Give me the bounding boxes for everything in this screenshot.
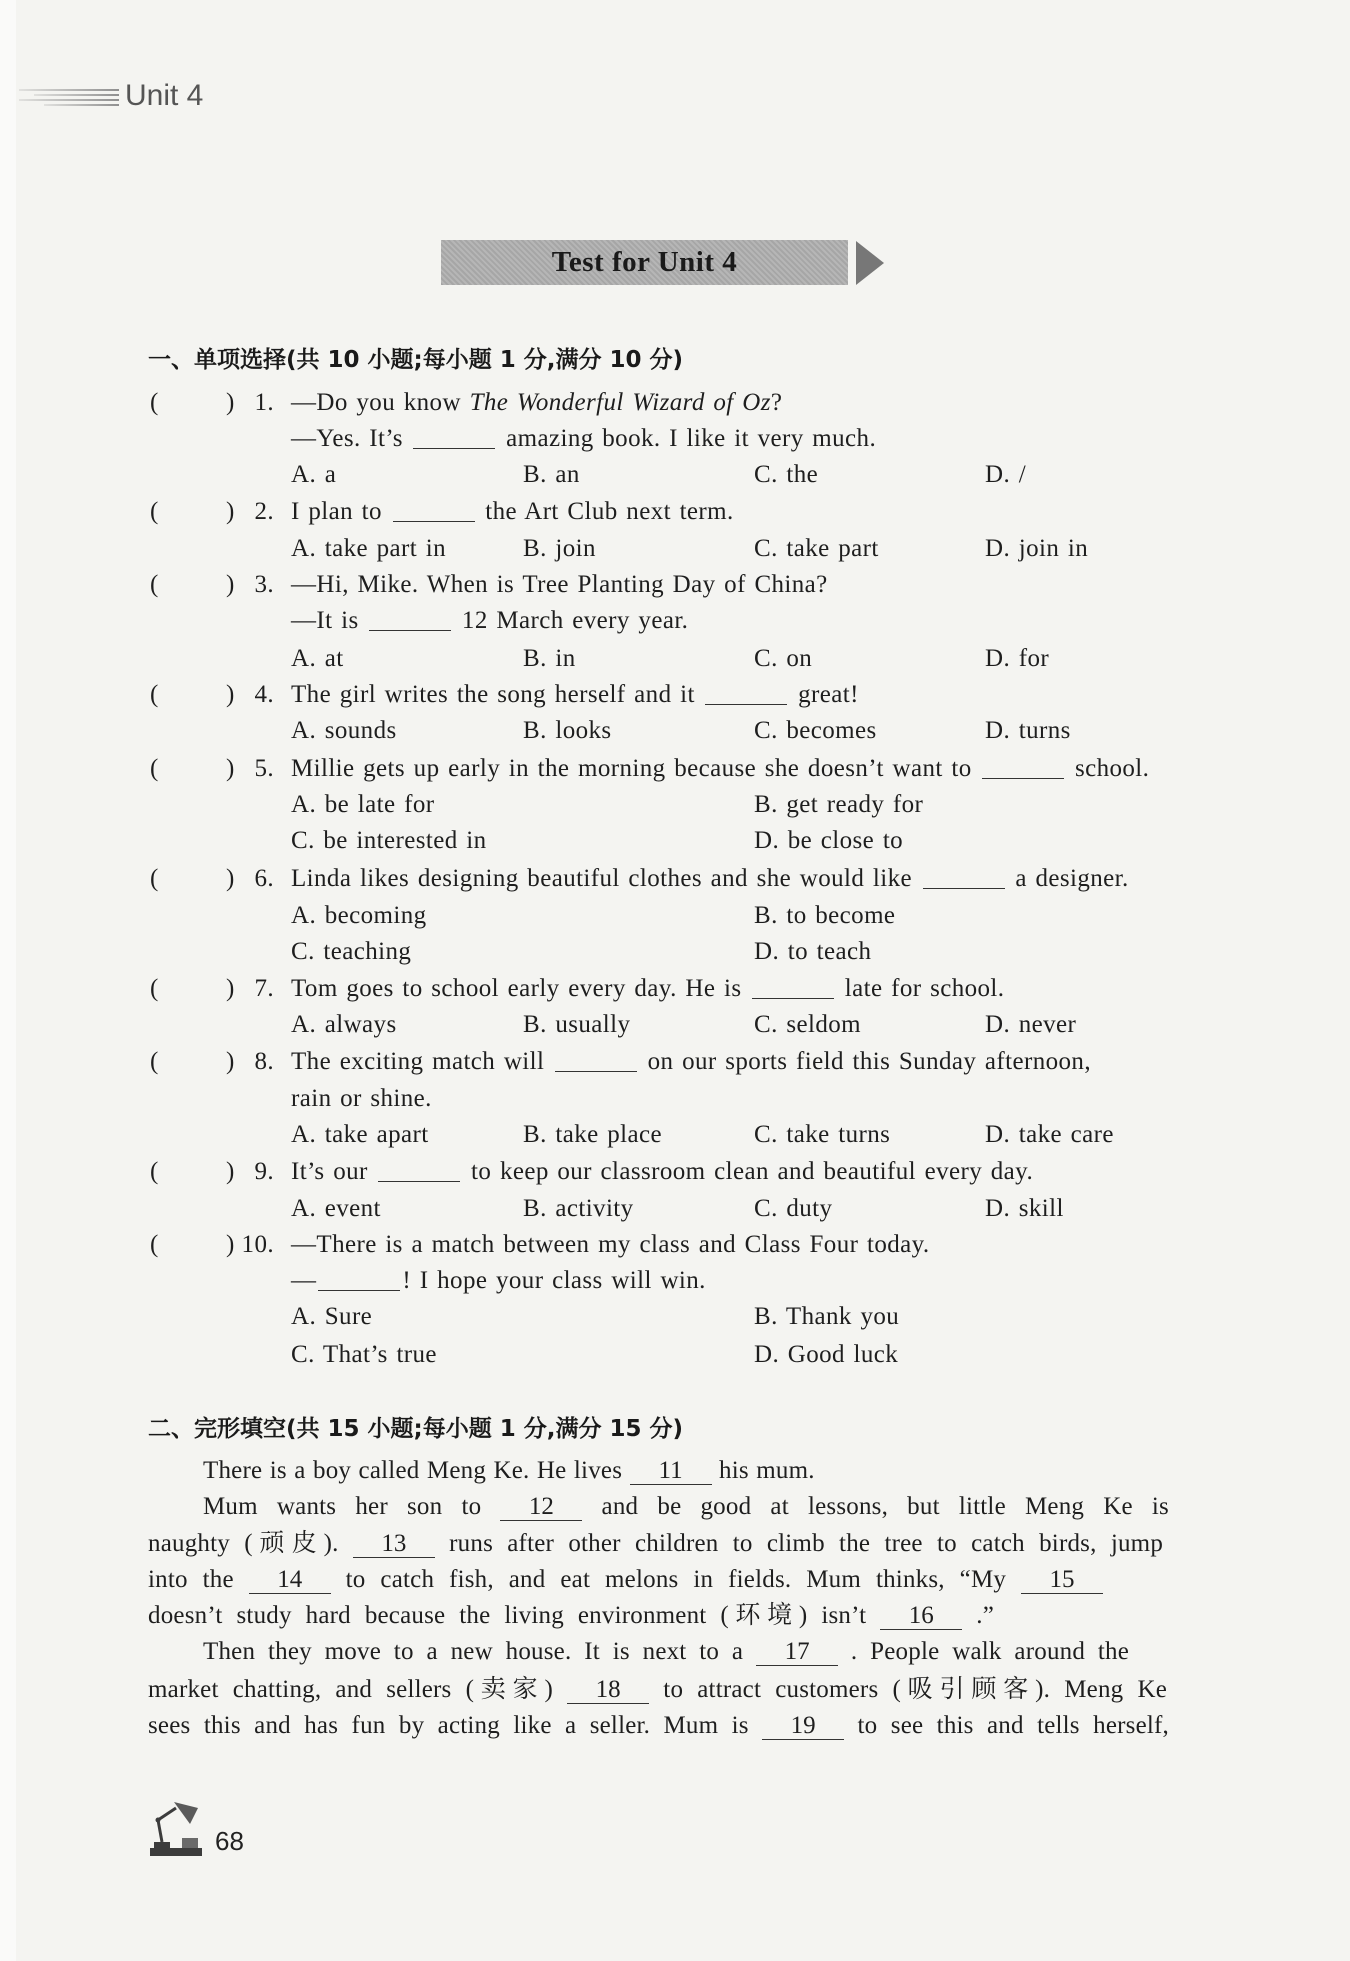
- answer-paren-close: ): [226, 681, 235, 708]
- stem-text: The girl writes the song herself and it: [291, 681, 695, 708]
- stem-text: amazing book. I like it very much.: [506, 425, 877, 452]
- answer-paren-close: ): [226, 1048, 235, 1075]
- answer-blank: [413, 447, 495, 449]
- option-d: D. skill: [985, 1195, 1064, 1222]
- answer-paren-open: (: [150, 389, 159, 416]
- question-stem: [291, 385, 782, 421]
- stem-text: —: [291, 1267, 317, 1294]
- question-8: [0, 1044, 1350, 1080]
- header-speed-line: [19, 99, 119, 101]
- option-c: C. take turns: [754, 1121, 891, 1148]
- option-c: C. take part: [754, 535, 879, 562]
- option-b: B. looks: [523, 717, 612, 744]
- passage-line: [148, 1526, 1163, 1562]
- option-a: A. at: [291, 645, 344, 672]
- answer-paren-open: (: [150, 865, 159, 892]
- passage-line: [148, 1708, 1169, 1744]
- question-number: 8.: [254, 1048, 274, 1075]
- cloze-blank: 12: [500, 1493, 582, 1521]
- answer-paren-open: (: [150, 975, 159, 1002]
- option-c: C. becomes: [754, 717, 877, 744]
- question-4: [0, 677, 1350, 713]
- question-2-options: [0, 531, 1350, 567]
- stem-text: the Art Club next term.: [485, 498, 734, 525]
- stem-text: late for school.: [844, 975, 1005, 1002]
- banner-arrow-icon: [856, 241, 884, 285]
- question-1: [0, 385, 1350, 421]
- option-a: A. take part in: [291, 535, 447, 562]
- answer-blank: [923, 887, 1005, 889]
- option-d: D. take care: [985, 1121, 1114, 1148]
- question-2: [0, 494, 1350, 530]
- option-c: C. That’s true: [291, 1341, 437, 1368]
- question-stem: —Hi, Mike. When is Tree Planting Day of China?: [291, 571, 828, 598]
- option-a: A. event: [291, 1195, 381, 1222]
- question-8-options: [0, 1117, 1350, 1153]
- passage-line: [148, 1598, 994, 1634]
- stem-text: school.: [1074, 755, 1150, 782]
- option-a: A. Sure: [291, 1303, 373, 1330]
- question-3: [0, 567, 1350, 603]
- question-3-line-2: [0, 603, 1350, 639]
- option-c: C. teaching: [291, 938, 412, 965]
- option-c: C. duty: [754, 1195, 833, 1222]
- passage-line: [203, 1453, 815, 1489]
- question-stem: [291, 603, 688, 639]
- passage-text: doesn’t study hard because the living environment (环境) isn’t: [148, 1602, 867, 1629]
- option-c: C. seldom: [754, 1011, 861, 1038]
- option-a: A. take apart: [291, 1121, 429, 1148]
- stem-text: Linda likes designing beautiful clothes and she would like: [291, 865, 913, 892]
- question-stem: rain or shine.: [291, 1085, 432, 1112]
- answer-paren-open: (: [150, 1231, 159, 1258]
- passage-text: to see this and tells herself,: [857, 1712, 1169, 1739]
- answer-paren-close: ): [226, 865, 235, 892]
- desk-lamp-icon: [148, 1798, 204, 1858]
- cloze-blank: 13: [353, 1530, 435, 1558]
- question-1-line-2: [0, 421, 1350, 457]
- question-number: 6.: [254, 865, 274, 892]
- option-b: B. to become: [754, 902, 896, 929]
- cloze-blank: 14: [249, 1566, 331, 1594]
- stem-text: Tom goes to school early every day. He is: [291, 975, 742, 1002]
- cloze-blank: 17: [756, 1638, 838, 1666]
- section2-heading: 二、完形填空(共 15 小题;每小题 1 分,满分 15 分): [148, 1416, 684, 1442]
- question-10-options-cd: [0, 1337, 1350, 1373]
- option-b: B. in: [523, 645, 576, 672]
- header-speed-line: [34, 94, 119, 96]
- answer-blank: [378, 1180, 460, 1182]
- stem-text: to keep our classroom clean and beautiful every day.: [471, 1158, 1034, 1185]
- stem-text: on our sports field this Sunday afternoon,: [647, 1048, 1091, 1075]
- passage-line: [203, 1489, 1169, 1525]
- book-title: The Wonderful Wizard of Oz: [469, 389, 771, 416]
- question-5: [0, 751, 1350, 787]
- stem-text: great!: [798, 681, 859, 708]
- passage-text: There is a boy called Meng Ke. He lives: [203, 1457, 623, 1484]
- question-number: 5.: [254, 755, 274, 782]
- question-3-options: [0, 641, 1350, 677]
- answer-blank: [705, 703, 787, 705]
- question-stem: [291, 1154, 1033, 1190]
- passage-text: market chatting, and sellers (卖家): [148, 1676, 554, 1703]
- answer-paren-open: (: [150, 681, 159, 708]
- answer-paren-open: (: [150, 498, 159, 525]
- question-number: 3.: [254, 571, 274, 598]
- question-number: 1.: [254, 389, 274, 416]
- passage-line: [148, 1672, 1167, 1708]
- question-5-options-cd: [0, 823, 1350, 859]
- option-d: D. for: [985, 645, 1050, 672]
- question-7-options: [0, 1007, 1350, 1043]
- option-d: D. turns: [985, 717, 1071, 744]
- passage-text: his mum.: [719, 1457, 815, 1484]
- option-a: A. becoming: [291, 902, 427, 929]
- stem-text: a designer.: [1015, 865, 1129, 892]
- question-1-options: [0, 457, 1350, 493]
- question-10-options-ab: [0, 1299, 1350, 1335]
- passage-text: Then they move to a new house. It is next to a: [203, 1638, 744, 1665]
- header-speed-line: [19, 89, 119, 91]
- option-d: D. join in: [985, 535, 1089, 562]
- answer-blank: [982, 777, 1064, 779]
- question-4-options: [0, 713, 1350, 749]
- option-a: A. a: [291, 461, 337, 488]
- question-6-options-cd: [0, 934, 1350, 970]
- option-a: A. sounds: [291, 717, 397, 744]
- question-7: [0, 971, 1350, 1007]
- passage-text: to catch fish, and eat melons in fields. Mum thinks, “My: [345, 1566, 1007, 1593]
- question-number: 2.: [254, 498, 274, 525]
- answer-paren-close: ): [226, 389, 235, 416]
- question-number: 4.: [254, 681, 274, 708]
- question-number: 9.: [254, 1158, 274, 1185]
- question-10: [0, 1227, 1350, 1263]
- question-9: [0, 1154, 1350, 1190]
- answer-paren-close: ): [226, 498, 235, 525]
- stem-text: It’s our: [291, 1158, 368, 1185]
- stem-text: ! I hope your class will win.: [402, 1267, 706, 1294]
- answer-blank: [393, 520, 475, 522]
- stem-text: —Yes. It’s: [291, 425, 403, 452]
- option-d: D. Good luck: [754, 1341, 899, 1368]
- question-stem: [291, 677, 859, 713]
- passage-line: [148, 1562, 1103, 1598]
- passage-text: into the: [148, 1566, 234, 1593]
- answer-paren-close: ): [226, 1158, 235, 1185]
- question-number: 10.: [241, 1231, 274, 1258]
- question-stem: —There is a match between my class and Class Four today.: [291, 1231, 930, 1258]
- answer-paren-open: (: [150, 755, 159, 782]
- passage-text: . People walk around the: [850, 1638, 1130, 1665]
- stem-text: Millie gets up early in the morning because she doesn’t want to: [291, 755, 972, 782]
- question-8-line-2: [0, 1081, 1350, 1117]
- answer-paren-close: ): [226, 975, 235, 1002]
- question-stem: [291, 751, 1149, 787]
- question-6: [0, 861, 1350, 897]
- stem-text: The exciting match will: [291, 1048, 545, 1075]
- question-stem: [291, 861, 1129, 897]
- cloze-blank: 19: [762, 1712, 844, 1740]
- stem-text: —It is: [291, 607, 359, 634]
- stem-text: —Do you know: [291, 389, 461, 416]
- option-c: C. the: [754, 461, 819, 488]
- passage-text: .”: [976, 1602, 995, 1629]
- option-b: B. an: [523, 461, 580, 488]
- passage-line: [203, 1634, 1129, 1670]
- option-d: D. never: [985, 1011, 1077, 1038]
- question-stem: [291, 421, 876, 457]
- cloze-blank: 16: [880, 1602, 962, 1630]
- answer-paren-close: ): [226, 571, 235, 598]
- option-b: B. join: [523, 535, 596, 562]
- cloze-blank: 11: [630, 1457, 712, 1485]
- answer-paren-open: (: [150, 1048, 159, 1075]
- unit-label: Unit 4: [125, 79, 204, 112]
- section1-heading: 一、单项选择(共 10 小题;每小题 1 分,满分 10 分): [148, 347, 684, 373]
- passage-text: Mum wants her son to: [203, 1493, 482, 1520]
- question-stem: [291, 494, 734, 530]
- answer-blank: [555, 1070, 637, 1072]
- question-10-line-2: [0, 1263, 1350, 1299]
- option-b: B. take place: [523, 1121, 662, 1148]
- answer-paren-open: (: [150, 571, 159, 598]
- question-stem: [291, 971, 1004, 1007]
- answer-paren-close: ): [226, 1231, 235, 1258]
- answer-blank: [752, 997, 834, 999]
- question-6-options-ab: [0, 898, 1350, 934]
- option-d: D. be close to: [754, 827, 904, 854]
- cloze-blank: 18: [567, 1676, 649, 1704]
- question-9-options: [0, 1191, 1350, 1227]
- passage-text: sees this and has fun by acting like a seller. Mum is: [148, 1712, 749, 1739]
- stem-text: ?: [770, 389, 783, 416]
- option-b: B. Thank you: [754, 1303, 900, 1330]
- option-d: D. to teach: [754, 938, 872, 965]
- answer-blank: [318, 1289, 400, 1291]
- question-5-options-ab: [0, 787, 1350, 823]
- stem-text: I plan to: [291, 498, 382, 525]
- answer-blank: [369, 629, 451, 631]
- option-b: B. activity: [523, 1195, 634, 1222]
- passage-text: to attract customers (吸引顾客). Meng Ke: [663, 1676, 1168, 1703]
- option-c: C. on: [754, 645, 813, 672]
- passage-text: and be good at lessons, but little Meng Ke is: [601, 1493, 1169, 1520]
- test-title-banner: Test for Unit 4: [441, 240, 848, 285]
- option-d: D. /: [985, 461, 1027, 488]
- passage-text: naughty (顽皮).: [148, 1530, 339, 1557]
- cloze-blank: 15: [1021, 1566, 1103, 1594]
- page-number: 68: [215, 1826, 244, 1856]
- option-b: B. usually: [523, 1011, 631, 1038]
- header-speed-line: [44, 104, 119, 106]
- question-number: 7.: [254, 975, 274, 1002]
- option-b: B. get ready for: [754, 791, 924, 818]
- answer-paren-open: (: [150, 1158, 159, 1185]
- option-a: A. be late for: [291, 791, 435, 818]
- answer-paren-close: ): [226, 755, 235, 782]
- question-stem: [291, 1044, 1091, 1080]
- option-a: A. always: [291, 1011, 397, 1038]
- stem-text: 12 March every year.: [461, 607, 689, 634]
- question-stem: [291, 1263, 706, 1299]
- option-c: C. be interested in: [291, 827, 487, 854]
- passage-text: runs after other children to climb the tree to catch birds, jump: [449, 1530, 1164, 1557]
